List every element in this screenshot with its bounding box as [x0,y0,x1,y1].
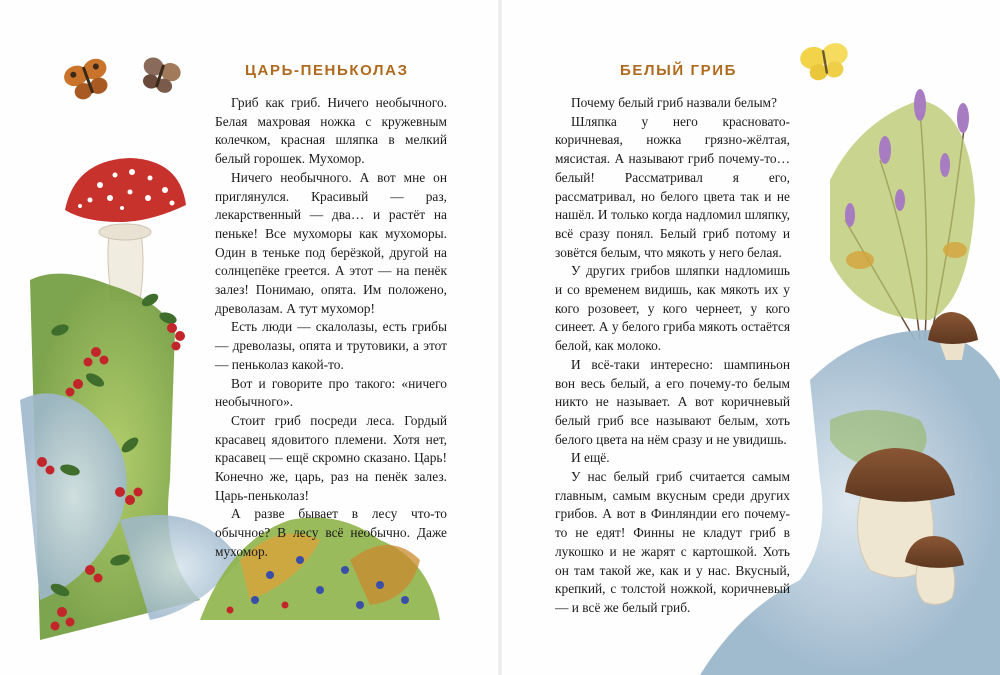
paragraph: Шляпка у него красновато-коричневая, ножка грязно-жёлтая, мясистая. А называют гриб почему-то… белый! Рассматривал я его, рассматривал, но белого цвета так и не нашёл. И только когда надломил шляпку, всё сразу понял. Белый гриб потому и зовётся белым, что мякоть у него белая. [555,113,790,260]
paragraph: Вот и говорите про такого: «ничего необычного». [215,375,447,410]
lingonberry-bush [20,274,240,640]
paragraph: Почему белый гриб назвали белым? [571,95,777,110]
story-text [215,94,447,562]
paragraph: Есть люди — скалолазы, есть грибы — древолазы, опята и трутовики, а этот — пенькол​аз какой-то. [215,319,447,372]
paragraph: Стоит гриб посреди леса. Гордый красавец ядовитого племени. Хотя нет, красавец — ещё скромно сказано. Царь! Конечно же, царь, раз на пенёк залез. Царь-пенькол​аз! [215,412,447,503]
story-text [555,94,790,618]
butterfly-icon [61,56,114,104]
story-title: ЦАРЬ-ПЕНЬКОЛАЗ [245,62,409,79]
butterfly-icon [137,55,183,96]
right-page [500,0,1000,675]
paragraph: А разве бывает в лесу что-то обычное? В лесу всё необычно. Даже мухомор. [215,506,447,559]
paragraph: И ещё. [571,450,610,466]
paragraph: И всё-таки интересно: шампиньон вон весь белый, а его почему-то белым никто не называет. А вот коричневый белый гриб все называют белым, хоть белого цвета на нём сразу и не увидишь. [555,356,790,447]
paragraph: У нас белый гриб считается самым главным, самым вкусным среди других грибов. А вот в Финляндии его почему-то не едят! Финны не кладут гриб в лукошко и не жарят с картошкой. Хоть он там такой же, как и у нас. Вкусный, крепкий, с толстой ножкой, коричневый — и всё же белый гриб. [555,469,790,615]
butterfly-icon [798,41,851,83]
paragraph: Ничего необычного. А вот мне он приглянулся. Красивый — раз, лекарственный — два… и растёт на пеньке! Все мухоморы как мухоморы. Один в теньке под берёзкой, другой на солнцепёке греется. А этот — на пенёк залез! Понимаю, опята. Им положено, древолазам. А тут мухомор! [215,169,447,316]
heather-plant [830,89,975,340]
story-title: БЕЛЫЙ ГРИБ [620,62,738,79]
paragraph: У других грибов шляпки надломишь и со временем видишь, как мякоть их у кого розовеет, у кого чернеет, у кого синеет. А у белого гриба мякоть остаётся белой, как молоко. [555,263,790,354]
paragraph: Гриб как гриб. Ничего необычного. Белая махровая ножка с кружевным колечком, красная шляпка в мелкий белый горошек. Мухомор. [215,95,447,167]
